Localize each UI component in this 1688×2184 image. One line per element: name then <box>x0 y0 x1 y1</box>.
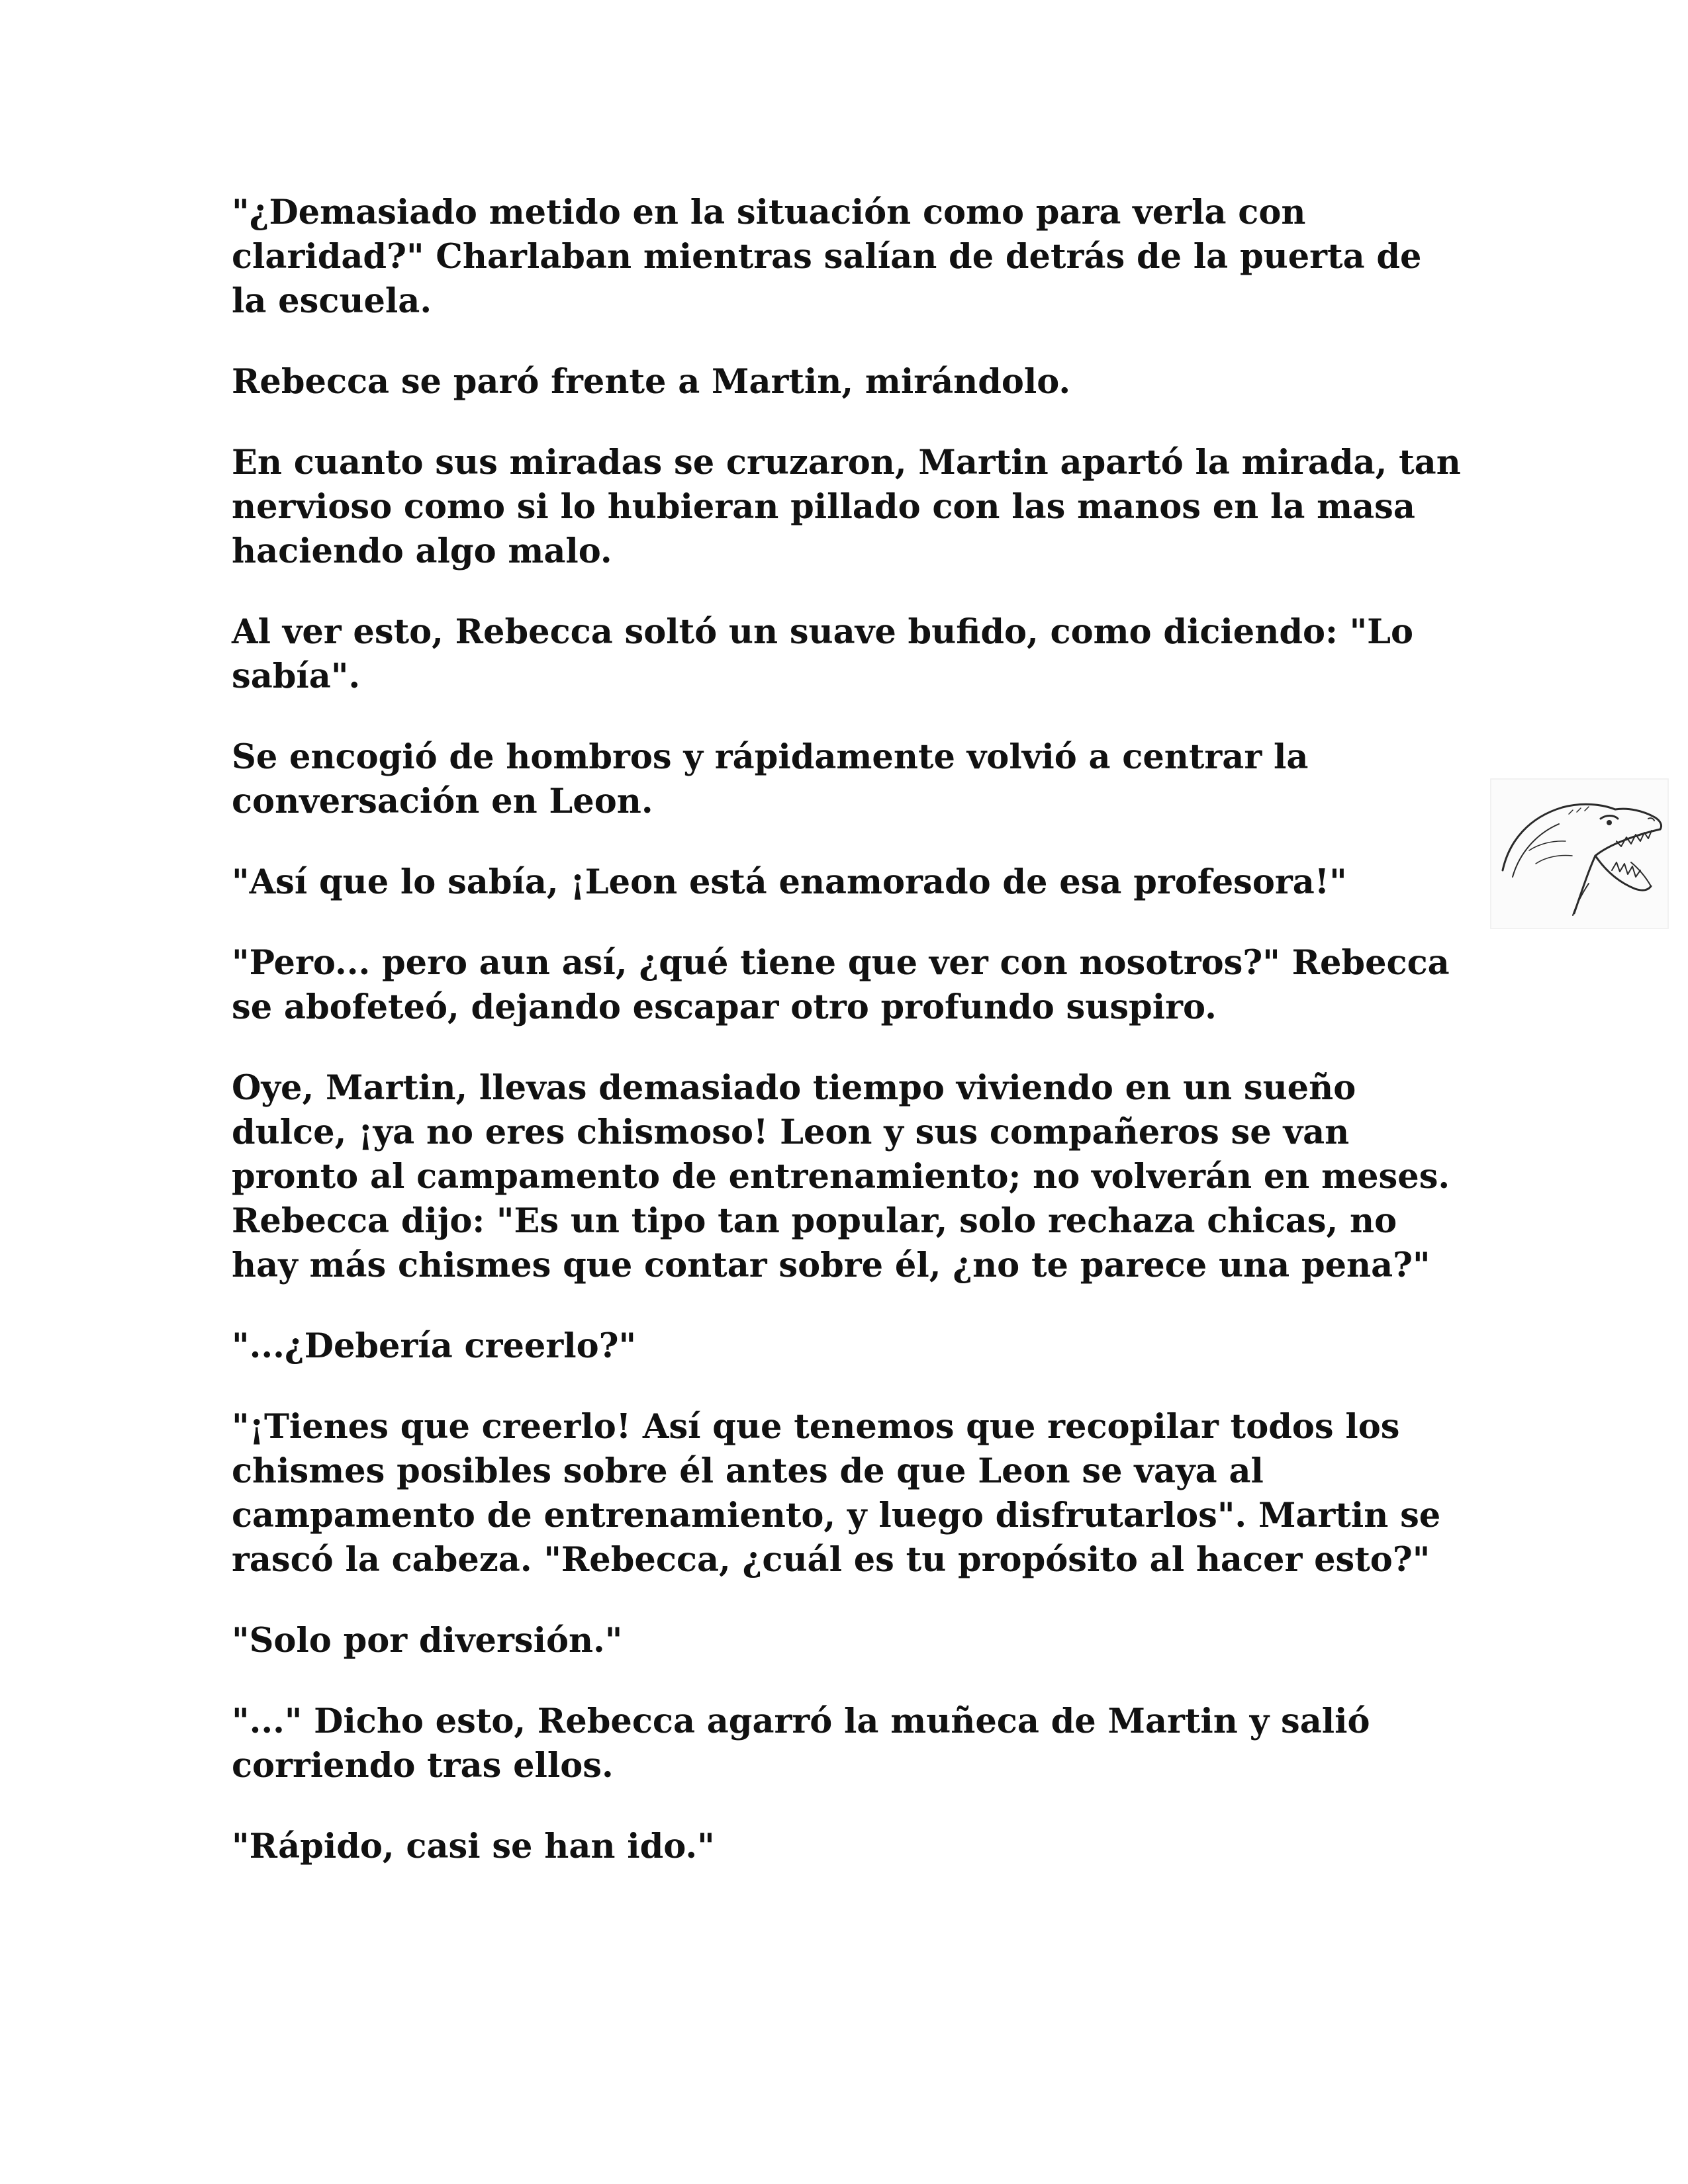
paragraph: Se encogió de hombros y rápidamente volvió a centrar la conversación en Leon. <box>232 737 1309 821</box>
dinosaur-head-sketch-icon <box>1489 778 1669 930</box>
paragraph: En cuanto sus miradas se cruzaron, Martin apartó la mirada, tan nervioso como si lo hubieran pillado con las manos en la masa haciendo algo malo. <box>232 443 1461 571</box>
body-text <box>232 191 1463 1869</box>
paragraph: "Así que lo sabía, ¡Leon está enamorado de esa profesora!" <box>232 862 1347 902</box>
paragraph: Rebecca se paró frente a Martin, mirándolo. <box>232 362 1071 402</box>
paragraph: "Rápido, casi se han ido." <box>232 1827 715 1866</box>
paragraph: "Pero... pero aun así, ¿qué tiene que ver con nosotros?" Rebecca se abofeteó, dejando escapar otro profundo suspiro. <box>232 943 1450 1027</box>
paragraph: "¿Demasiado metido en la situación como para verla con claridad?" Charlaban mientras salían de detrás de la puerta de la escuela. <box>232 193 1422 321</box>
paragraph: Al ver esto, Rebecca soltó un suave bufido, como diciendo: "Lo sabía". <box>232 612 1414 696</box>
paragraph: Oye, Martin, llevas demasiado tiempo viviendo en un sueño dulce, ¡ya no eres chismoso! Leon y sus compañeros se van pronto al campamento de entrenamiento; no volverán en meses. Rebecca dijo: "Es un tipo tan popular, solo rechaza chicas, no hay más chismes que contar sobre él, ¿no te parece una pena?" <box>232 1068 1450 1285</box>
paragraph: "Solo por diversión." <box>232 1621 623 1661</box>
paragraph: "...¿Debería creerlo?" <box>232 1326 637 1366</box>
paragraph: "¡Tienes que creerlo! Así que tenemos que recopilar todos los chismes posibles sobre él antes de que Leon se vaya al campamento de entrenamiento, y luego disfrutarlos". Martin se rascó la cabeza. "Rebecca, ¿cuál es tu propósito al hacer esto?" <box>232 1407 1441 1580</box>
paragraph: "..." Dicho esto, Rebecca agarró la muñeca de Martin y salió corriendo tras ellos. <box>232 1702 1370 1786</box>
